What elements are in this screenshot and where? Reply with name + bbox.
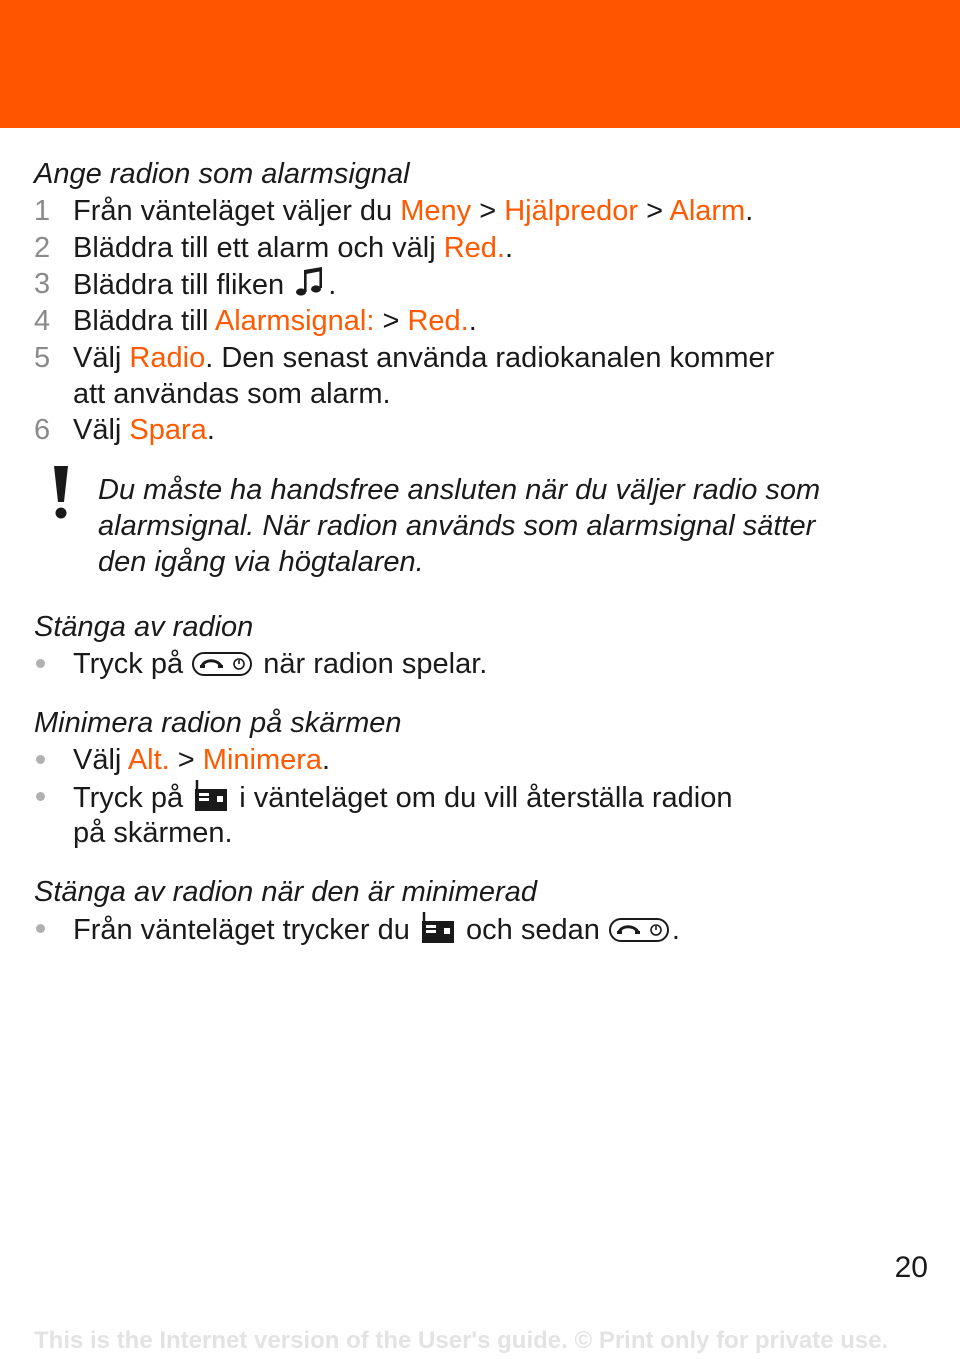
music-note-icon: [292, 266, 328, 300]
bullet: [36, 659, 45, 668]
edit-link[interactable]: Red.: [443, 232, 505, 264]
end-call-key-icon: [608, 915, 672, 945]
section-title-turn-off-minimized: Stänga av radion när den är minimerad: [34, 876, 537, 908]
note-line-3: den igång via högtalaren.: [98, 546, 424, 578]
bullet: [36, 792, 45, 801]
save-link[interactable]: Spara: [129, 414, 207, 446]
note-line-2: alarmsignal. När radion används som alarmsignal sätter: [98, 510, 816, 542]
alarm-signal-link[interactable]: Alarmsignal:: [214, 305, 375, 337]
section-title-turn-off-radio: Stänga av radion: [34, 611, 254, 643]
step-number: 5: [34, 342, 51, 374]
radio-icon: [191, 779, 231, 813]
minimize-link[interactable]: Minimera: [202, 744, 323, 776]
step-number: 1: [34, 195, 51, 227]
footer-notice: This is the Internet version of the User's guide. © Print only for private use.: [34, 1327, 889, 1354]
note-line-1: Du måste ha handsfree ansluten när du väljer radio som: [98, 474, 821, 506]
radio-icon: [418, 911, 458, 945]
bullet: [36, 924, 45, 933]
section-title-minimize-radio: Minimera radion på skärmen: [34, 707, 402, 739]
header-bar: [0, 0, 960, 128]
options-link[interactable]: Alt.: [127, 744, 170, 776]
tools-link[interactable]: Hjälpredor: [504, 195, 639, 227]
warning-icon: [50, 466, 72, 520]
bullet: [36, 755, 45, 764]
page-number: 20: [894, 1251, 928, 1284]
section-title-alarm-radio: Ange radion som alarmsignal: [34, 158, 410, 190]
step-number: 2: [34, 232, 51, 264]
edit-link[interactable]: Red.: [407, 305, 469, 337]
menu-link[interactable]: Meny: [400, 195, 472, 227]
alarm-link[interactable]: Alarm: [669, 195, 746, 227]
radio-link[interactable]: Radio: [129, 342, 206, 374]
step-number: 3: [34, 268, 51, 300]
step-number: 4: [34, 305, 51, 337]
end-call-key-icon: [191, 649, 255, 679]
step-number: 6: [34, 414, 51, 446]
